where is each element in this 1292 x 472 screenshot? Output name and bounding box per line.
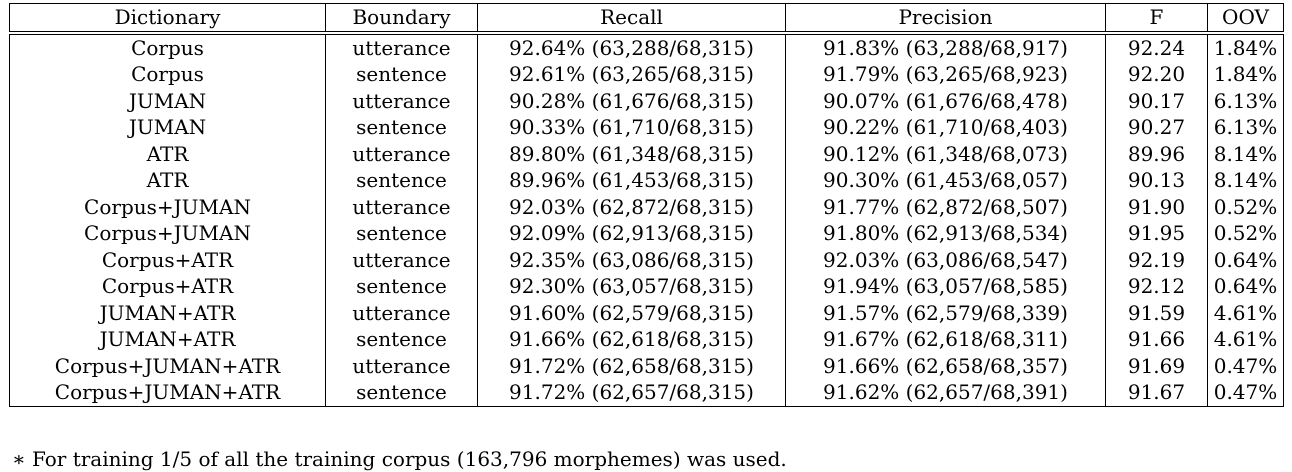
cell-precision: 91.79% (63,265/68,923) (786, 61, 1106, 88)
cell-oov: 0.52% (1208, 194, 1284, 221)
cell-precision: 92.03% (63,086/68,547) (786, 247, 1106, 274)
cell-boundary: sentence (326, 61, 478, 88)
header-f: F (1106, 4, 1208, 33)
cell-oov: 6.13% (1208, 88, 1284, 115)
cell-dictionary: Corpus (10, 33, 326, 62)
cell-oov: 0.47% (1208, 353, 1284, 380)
cell-dictionary: JUMAN (10, 114, 326, 141)
cell-boundary: utterance (326, 247, 478, 274)
cell-boundary: sentence (326, 379, 478, 406)
cell-f: 91.90 (1106, 194, 1208, 221)
table-row (10, 33, 1284, 62)
table-header (10, 4, 1284, 33)
table-body (10, 33, 1284, 407)
cell-boundary: utterance (326, 33, 478, 62)
cell-dictionary: ATR (10, 141, 326, 168)
cell-f: 90.13 (1106, 167, 1208, 194)
cell-precision: 91.66% (62,658/68,357) (786, 353, 1106, 380)
cell-oov: 0.52% (1208, 220, 1284, 247)
table-row (10, 300, 1284, 327)
cell-precision: 90.07% (61,676/68,478) (786, 88, 1106, 115)
cell-boundary: sentence (326, 273, 478, 300)
cell-boundary: utterance (326, 300, 478, 327)
table-row (10, 273, 1284, 300)
cell-oov: 6.13% (1208, 114, 1284, 141)
cell-precision: 91.57% (62,579/68,339) (786, 300, 1106, 327)
cell-f: 92.19 (1106, 247, 1208, 274)
cell-boundary: utterance (326, 194, 478, 221)
cell-precision: 91.62% (62,657/68,391) (786, 379, 1106, 406)
cell-f: 91.69 (1106, 353, 1208, 380)
table-row (10, 141, 1284, 168)
cell-dictionary: Corpus+JUMAN+ATR (10, 353, 326, 380)
cell-precision: 90.30% (61,453/68,057) (786, 167, 1106, 194)
cell-oov: 1.84% (1208, 61, 1284, 88)
table-row (10, 61, 1284, 88)
table-row (10, 220, 1284, 247)
cell-recall: 89.96% (61,453/68,315) (478, 167, 786, 194)
cell-recall: 90.28% (61,676/68,315) (478, 88, 786, 115)
cell-oov: 0.47% (1208, 379, 1284, 406)
cell-dictionary: ATR (10, 167, 326, 194)
header-oov: OOV (1208, 4, 1284, 33)
cell-recall: 91.72% (62,658/68,315) (478, 353, 786, 380)
cell-recall: 92.64% (63,288/68,315) (478, 33, 786, 62)
header-boundary: Boundary (326, 4, 478, 33)
table-row (10, 247, 1284, 274)
table-row (10, 194, 1284, 221)
table-row (10, 326, 1284, 353)
cell-recall: 92.03% (62,872/68,315) (478, 194, 786, 221)
table-row (10, 379, 1284, 406)
cell-f: 90.17 (1106, 88, 1208, 115)
cell-dictionary: Corpus (10, 61, 326, 88)
cell-recall: 92.61% (63,265/68,315) (478, 61, 786, 88)
cell-oov: 1.84% (1208, 33, 1284, 62)
cell-f: 92.12 (1106, 273, 1208, 300)
cell-oov: 4.61% (1208, 300, 1284, 327)
cell-f: 91.66 (1106, 326, 1208, 353)
cell-dictionary: Corpus+ATR (10, 273, 326, 300)
header-recall: Recall (478, 4, 786, 33)
cell-oov: 0.64% (1208, 247, 1284, 274)
header-precision: Precision (786, 4, 1106, 33)
cell-boundary: sentence (326, 167, 478, 194)
cell-f: 90.27 (1106, 114, 1208, 141)
cell-f: 89.96 (1106, 141, 1208, 168)
table-row (10, 167, 1284, 194)
table-row (10, 88, 1284, 115)
results-table (9, 3, 1284, 407)
cell-dictionary: JUMAN (10, 88, 326, 115)
cell-recall: 89.80% (61,348/68,315) (478, 141, 786, 168)
cell-recall: 91.72% (62,657/68,315) (478, 379, 786, 406)
cell-precision: 91.77% (62,872/68,507) (786, 194, 1106, 221)
cell-recall: 92.35% (63,086/68,315) (478, 247, 786, 274)
cell-oov: 8.14% (1208, 141, 1284, 168)
cell-recall: 91.66% (62,618/68,315) (478, 326, 786, 353)
header-dictionary: Dictionary (10, 4, 326, 33)
cell-f: 91.67 (1106, 379, 1208, 406)
cell-boundary: sentence (326, 114, 478, 141)
cell-recall: 91.60% (62,579/68,315) (478, 300, 786, 327)
table-row (10, 353, 1284, 380)
cell-boundary: sentence (326, 326, 478, 353)
cell-boundary: sentence (326, 220, 478, 247)
cell-precision: 90.22% (61,710/68,403) (786, 114, 1106, 141)
footnote: ∗ For training 1/5 of all the training corpus (163,796 morphemes) was used. (12, 447, 787, 471)
cell-f: 91.95 (1106, 220, 1208, 247)
cell-f: 92.24 (1106, 33, 1208, 62)
cell-oov: 0.64% (1208, 273, 1284, 300)
cell-boundary: utterance (326, 353, 478, 380)
cell-precision: 91.94% (63,057/68,585) (786, 273, 1106, 300)
cell-precision: 91.83% (63,288/68,917) (786, 33, 1106, 62)
cell-oov: 8.14% (1208, 167, 1284, 194)
cell-recall: 92.30% (63,057/68,315) (478, 273, 786, 300)
header-row (10, 4, 1284, 33)
cell-oov: 4.61% (1208, 326, 1284, 353)
cell-dictionary: Corpus+JUMAN+ATR (10, 379, 326, 406)
cell-dictionary: Corpus+JUMAN (10, 194, 326, 221)
table-row (10, 114, 1284, 141)
cell-precision: 90.12% (61,348/68,073) (786, 141, 1106, 168)
cell-dictionary: Corpus+JUMAN (10, 220, 326, 247)
cell-boundary: utterance (326, 141, 478, 168)
cell-dictionary: JUMAN+ATR (10, 300, 326, 327)
cell-recall: 92.09% (62,913/68,315) (478, 220, 786, 247)
cell-precision: 91.80% (62,913/68,534) (786, 220, 1106, 247)
cell-f: 91.59 (1106, 300, 1208, 327)
cell-boundary: utterance (326, 88, 478, 115)
cell-recall: 90.33% (61,710/68,315) (478, 114, 786, 141)
cell-precision: 91.67% (62,618/68,311) (786, 326, 1106, 353)
cell-dictionary: JUMAN+ATR (10, 326, 326, 353)
cell-f: 92.20 (1106, 61, 1208, 88)
cell-dictionary: Corpus+ATR (10, 247, 326, 274)
